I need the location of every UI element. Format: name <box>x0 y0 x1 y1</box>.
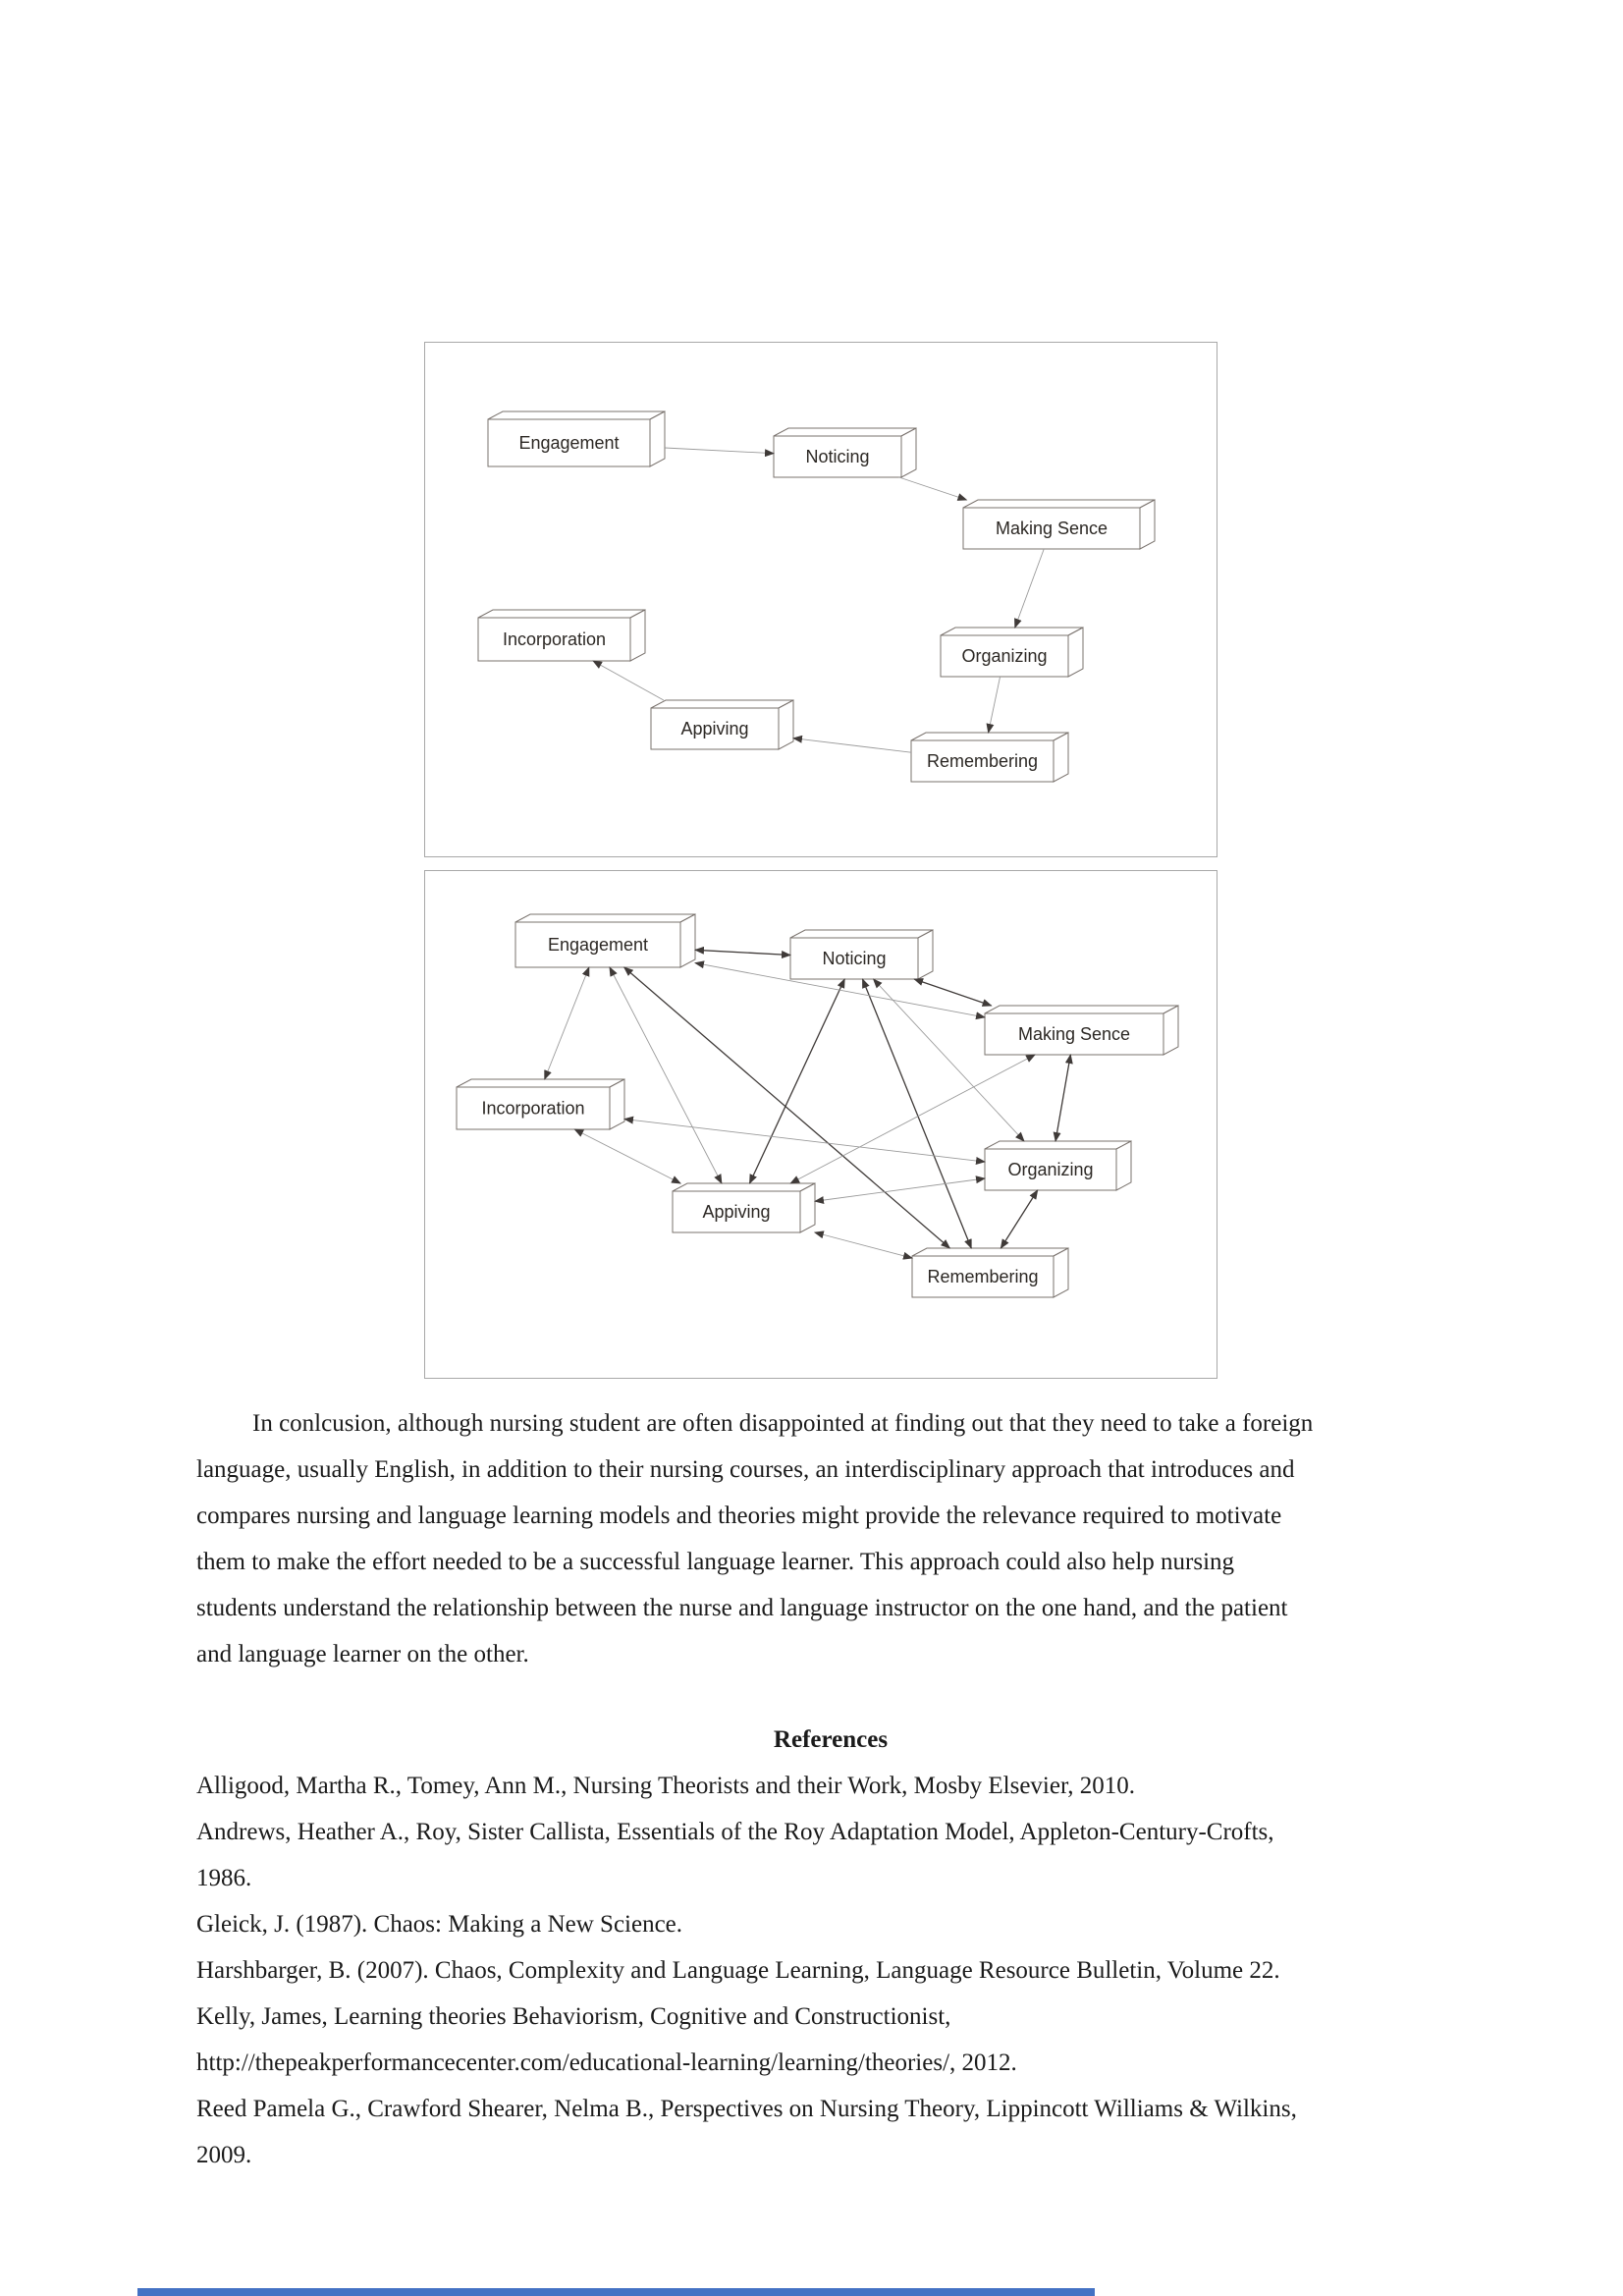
reference-line: 2009. <box>196 2142 252 2168</box>
diagram-box-r <box>912 1248 1068 1297</box>
diagram-edge-n-a <box>749 979 844 1183</box>
reference-line: Andrews, Heather A., Roy, Sister Callista, Essentials of the Roy Adaptation Model, Appleton-Century-Crofts, <box>196 1819 1274 1845</box>
reference-line: http://thepeakperformancecenter.com/educational-learning/learning/theories/, 2012. <box>196 2050 1017 2076</box>
diagram-box-o <box>941 628 1083 677</box>
conclusion-line: language, usually English, in addition to their nursing courses, an interdisciplinary approach that introduces and <box>196 1456 1295 1483</box>
diagram-box-label: Organizing <box>961 646 1048 666</box>
diagram-box-label: Remembering <box>926 751 1039 771</box>
diagram-box-label: Noticing <box>805 447 870 466</box>
diagram-box-label: Appiving <box>702 1202 771 1222</box>
references-heading: References <box>773 1726 889 1753</box>
diagram-edge-r-a <box>793 738 911 753</box>
diagram-box-label: Remembering <box>927 1267 1039 1286</box>
reference-line: Harshbarger, B. (2007). Chaos, Complexity and Language Learning, Language Resource Bulletin, Volume 22. <box>196 1957 1280 1984</box>
diagram-box-r <box>911 733 1068 782</box>
diagram-box-label: Making Sence <box>1017 1024 1131 1044</box>
body-text-column <box>196 1400 1465 2178</box>
conclusion-line: compares nursing and language learning models and theories might provide the relevance required to motivate <box>196 1503 1282 1529</box>
diagram-edge-a-i <box>593 661 664 700</box>
figure2-frame <box>424 870 1217 1379</box>
diagram-box-label: Organizing <box>1007 1160 1094 1179</box>
diagram-box-n <box>790 930 933 979</box>
diagram-edge-n-o <box>874 979 1024 1141</box>
diagram-edge-m-o <box>1055 1055 1070 1141</box>
reference-line: Gleick, J. (1987). Chaos: Making a New Science. <box>196 1911 683 1938</box>
diagram-box-a <box>673 1183 815 1232</box>
diagram-edge-o-r <box>1001 1190 1037 1248</box>
reference-line: 1986. <box>196 1865 252 1891</box>
diagram-box-o <box>985 1141 1131 1190</box>
diagram-box-label: Making Sence <box>995 519 1109 538</box>
diagram-edge-e-a <box>610 967 722 1183</box>
diagram-box-label: Incorporation <box>502 629 607 649</box>
diagram-edge-i-a <box>574 1129 680 1183</box>
diagram-box-i <box>457 1079 624 1129</box>
reference-line: Kelly, James, Learning theories Behaviorism, Cognitive and Constructionist, <box>196 2003 951 2030</box>
diagram-box-label: Appiving <box>680 719 749 738</box>
diagram-edge-m-o <box>1015 549 1045 628</box>
diagram-box-a <box>651 700 793 749</box>
diagram-box-i <box>478 610 645 661</box>
diagram-edge-i-o <box>624 1120 985 1163</box>
conclusion-line: them to make the effort needed to be a successful language learner. This approach could also help nursing <box>196 1549 1235 1575</box>
diagram-box-n <box>774 428 916 477</box>
conclusion-line: and language learner on the other. <box>196 1641 529 1667</box>
figure1-frame <box>424 342 1217 857</box>
conclusion-line: students understand the relationship between the nurse and language instructor on the one hand, and the patient <box>196 1595 1288 1621</box>
reference-line: Reed Pamela G., Crawford Shearer, Nelma B., Perspectives on Nursing Theory, Lippincott Williams & Wilkins, <box>196 2096 1297 2122</box>
figure2-network-model-diagram <box>425 871 1215 1376</box>
diagram-edge-o-r <box>989 677 1001 733</box>
conclusion-paragraph <box>196 1400 1465 1677</box>
diagram-box-label: Incorporation <box>481 1098 585 1119</box>
diagram-box-label: Engagement <box>518 433 620 453</box>
diagram-box-m <box>985 1006 1178 1055</box>
diagram-box-label: Engagement <box>547 935 649 955</box>
diagram-box-e <box>515 914 695 967</box>
figure1-linear-model-diagram <box>425 343 1215 854</box>
diagram-edge-e-n <box>695 950 790 955</box>
diagram-box-label: Noticing <box>822 949 887 968</box>
references-list <box>196 1763 1465 2178</box>
diagram-box-m <box>963 500 1155 549</box>
diagram-edge-e-n <box>665 448 774 454</box>
diagram-edge-a-r <box>815 1232 912 1258</box>
diagram-edge-n-m <box>914 979 992 1006</box>
reference-line: Alligood, Martha R., Tomey, Ann M., Nursing Theorists and their Work, Mosby Elsevier, 2010. <box>196 1773 1136 1799</box>
conclusion-line: In conlcusion, although nursing student are often disappointed at finding out that they need to take a foreign <box>252 1410 1314 1437</box>
diagram-box-e <box>488 411 665 466</box>
diagram-edge-n-m <box>899 477 967 500</box>
diagram-edge-n-r <box>862 979 971 1248</box>
partial-bottom-bar <box>137 2288 1095 2296</box>
diagram-edge-a-o <box>815 1178 985 1201</box>
diagram-edge-e-i <box>545 967 589 1079</box>
